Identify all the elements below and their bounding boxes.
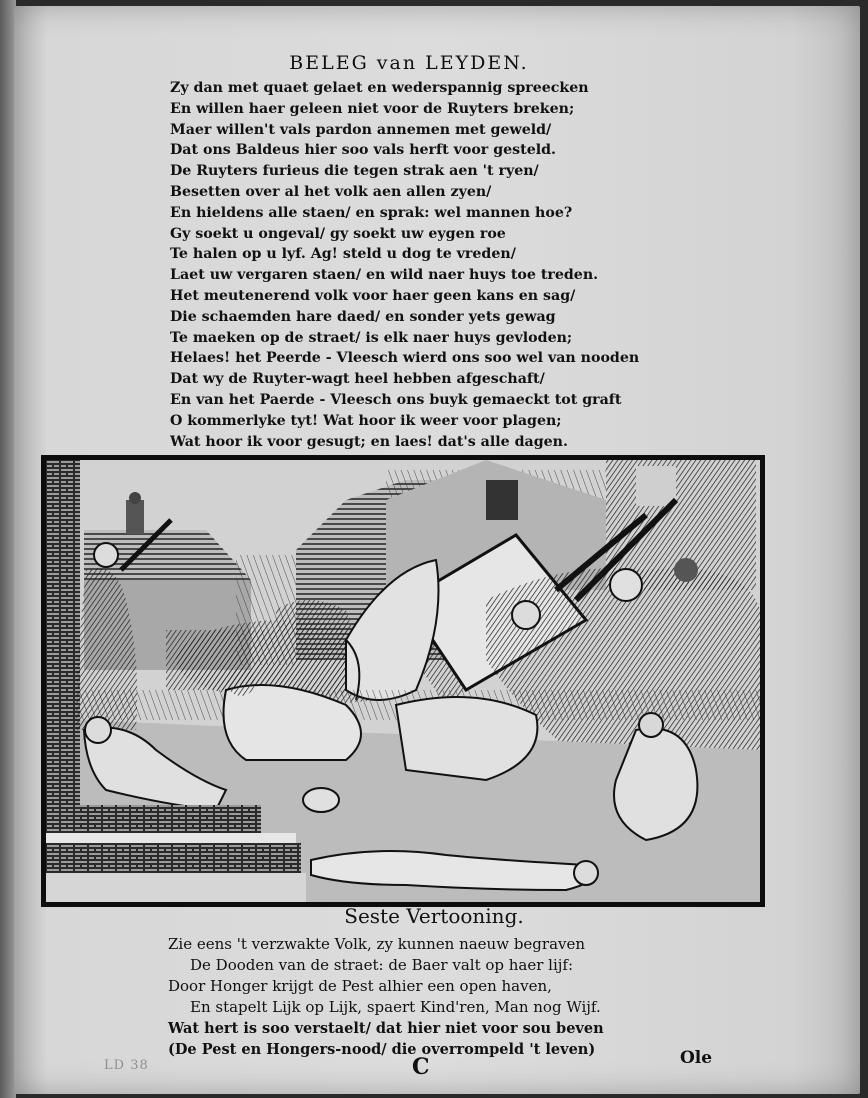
verse-line: Maer willen't vals pardon annemen met geweld/ (170, 121, 552, 138)
verse-line: Wat hoor ik voor gesugt; en laes! dat's alle dagen. (170, 433, 568, 450)
verse-line: En hieldens alle staen/ en sprak: wel mannen hoe? (170, 204, 573, 221)
verse-line: De Ruyters furieus die tegen strak aen 't ryen/ (170, 163, 539, 180)
verse-line: Die schaemden hare daed/ en sonder yets gewag (170, 308, 556, 325)
woodcut-illustration (41, 455, 765, 907)
verse-line: (De Pest en Hongers-nood/ die overrompeld 't leven) (168, 1041, 596, 1058)
verse-line: De Dooden van de straet: de Baer valt op haer lijf: (190, 956, 574, 974)
verse-line: Te halen op u lyf. Ag! steld u dog te vreden/ (170, 246, 516, 263)
verse-line: En willen haer geleen niet voor de Ruyters breken; (170, 100, 575, 117)
verse-line: Besetten over al het volk aen allen zyen/ (170, 183, 492, 200)
signature-mark: C (412, 1054, 430, 1080)
verse-line: Door Honger krijgt de Pest alhier een open haven, (168, 977, 552, 995)
verse-line: Te maeken op de straet/ is elk naer huys gevloden; (170, 329, 573, 346)
verse-line: Gy soekt u ongeval/ gy soekt uw eygen roe (170, 225, 506, 242)
verse-line: Dat ons Baldeus hier soo vals herft voor gesteld. (170, 142, 556, 159)
catchword: Ole (680, 1048, 713, 1068)
verse-line: Wat hert is soo verstaelt/ dat hier niet voor sou beven (168, 1020, 604, 1037)
verse-line: En stapelt Lijk op Lijk, spaert Kind'ren, Man nog Wijf. (190, 998, 601, 1016)
verse-line: En van het Paerde - Vleesch ons buyk gemaeckt tot graft (170, 391, 622, 408)
verse-bottom (168, 934, 688, 1060)
verse-line: Laet uw vergaren staen/ en wild naer huys toe treden. (170, 267, 599, 284)
verse-line: O kommerlyke tyt! Wat hoor ik weer voor plagen; (170, 412, 562, 429)
verse-line: Helaes! het Peerde - Vleesch wierd ons soo wel van nooden (170, 350, 640, 367)
verse-top (170, 78, 690, 452)
verse-line: Het meutenerend volk voor haer geen kans en sag/ (170, 287, 576, 304)
woodcut-plague-scene-icon (46, 460, 760, 902)
verse-line: Dat wy de Ruyter-wagt heel hebben afgeschaft/ (170, 371, 545, 388)
verse-line: Zie eens 't verzwakte Volk, zy kunnen naeuw begraven (168, 935, 586, 953)
page-title: BELEG van LEYDEN. (289, 52, 529, 74)
library-stamp: LD 38 (104, 1058, 149, 1073)
figure-caption: Seste Vertooning. (344, 904, 524, 928)
verse-line: Zy dan met quaet gelaet en wederspannig spreecken (170, 80, 589, 96)
